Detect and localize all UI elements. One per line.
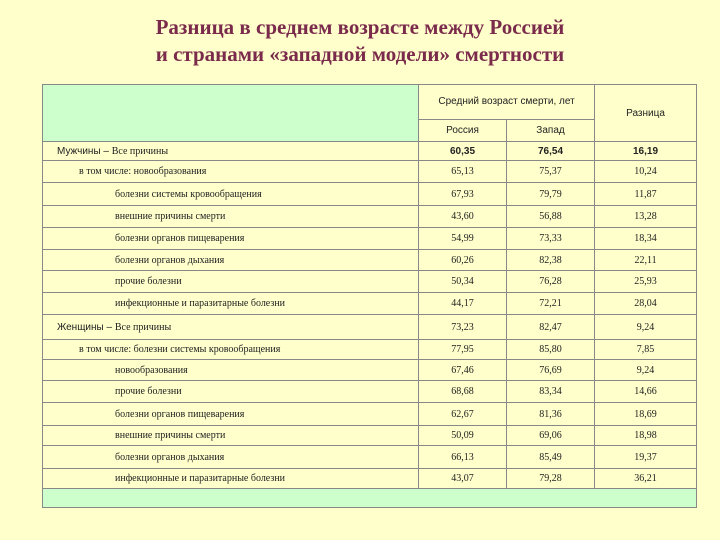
- table-row: [43, 339, 697, 359]
- title-line-2: и странами «западной модели» смертности: [155, 42, 565, 66]
- value-diff: 11,87: [595, 183, 697, 206]
- value-russia: 67,93: [419, 183, 507, 206]
- row-label-text: внешние причины смерти: [115, 430, 226, 442]
- row-label: [43, 403, 419, 426]
- footer-band-cell: [43, 489, 697, 508]
- row-label: [43, 271, 419, 293]
- value-russia: 43,07: [419, 468, 507, 488]
- value-west: 85,49: [507, 446, 595, 469]
- value-diff: 18,98: [595, 425, 697, 445]
- page-title: [0, 14, 720, 68]
- row-label-text: новообразования: [115, 364, 188, 376]
- row-label: [43, 205, 419, 228]
- row-label-text: в том числе: болезни системы кровообращения: [79, 344, 281, 356]
- table-footer-band: [43, 489, 697, 508]
- row-label-text: инфекционные и паразитарные болезни: [115, 298, 286, 310]
- table-row: [43, 468, 697, 488]
- table-body: [43, 85, 697, 508]
- value-russia: 77,95: [419, 339, 507, 359]
- row-label-text: прочие болезни: [115, 276, 182, 288]
- row-label: [43, 249, 419, 271]
- value-west: 76,28: [507, 271, 595, 293]
- header-row-1: [43, 85, 697, 120]
- row-label-text: инфекционные и паразитарные болезни: [115, 473, 286, 485]
- row-label: [43, 446, 419, 469]
- value-west: 73,33: [507, 228, 595, 250]
- table-row: [43, 183, 697, 206]
- value-west: 85,80: [507, 339, 595, 359]
- row-label-text: болезни системы кровообращения: [115, 188, 262, 200]
- row-label: [43, 360, 419, 380]
- value-diff: 13,28: [595, 205, 697, 228]
- header-difference: Разница: [595, 85, 697, 142]
- table-row: [43, 360, 697, 380]
- value-west: 75,37: [507, 160, 595, 183]
- header-west: Запад: [507, 119, 595, 142]
- row-label: [43, 228, 419, 250]
- value-russia: 73,23: [419, 315, 507, 340]
- value-russia: 50,34: [419, 271, 507, 293]
- value-russia: 50,09: [419, 425, 507, 445]
- row-label: [43, 142, 419, 160]
- row-label-text: в том числе: новообразования: [79, 166, 207, 178]
- row-group-prefix: Женщины –: [57, 321, 115, 333]
- row-label-text: болезни органов пищеварения: [115, 408, 245, 420]
- value-west: 79,28: [507, 468, 595, 488]
- header-avg-age: Средний возраст смерти, лет: [419, 85, 595, 120]
- value-west: 81,36: [507, 403, 595, 426]
- value-west: 82,47: [507, 315, 595, 340]
- table-row: [43, 205, 697, 228]
- value-diff: 14,66: [595, 380, 697, 403]
- row-label-text: прочие болезни: [115, 386, 182, 398]
- row-label-text: Все причины: [111, 145, 169, 157]
- row-label: [43, 425, 419, 445]
- row-label-text: болезни органов пищеварения: [115, 233, 245, 245]
- value-west: 79,79: [507, 183, 595, 206]
- value-russia: 43,60: [419, 205, 507, 228]
- table-row: [43, 446, 697, 469]
- value-diff: 9,24: [595, 360, 697, 380]
- value-west: 76,54: [507, 142, 595, 160]
- header-blank-cell: [43, 85, 419, 142]
- value-diff: 9,24: [595, 315, 697, 340]
- row-label-text: Все причины: [114, 321, 172, 333]
- value-west: 69,06: [507, 425, 595, 445]
- table-row: [43, 315, 697, 340]
- table-row: [43, 160, 697, 183]
- value-west: 56,88: [507, 205, 595, 228]
- table-row: [43, 228, 697, 250]
- row-group-prefix: Мужчины –: [57, 145, 112, 157]
- value-russia: 66,13: [419, 446, 507, 469]
- table-row: [43, 142, 697, 160]
- row-label-text: болезни органов дыхания: [115, 451, 225, 463]
- value-diff: 10,24: [595, 160, 697, 183]
- row-label: [43, 468, 419, 488]
- table-row: [43, 271, 697, 293]
- value-diff: 7,85: [595, 339, 697, 359]
- row-label: [43, 160, 419, 183]
- row-label: [43, 339, 419, 359]
- header-russia: Россия: [419, 119, 507, 142]
- table-row: [43, 380, 697, 403]
- row-label-text: внешние причины смерти: [115, 211, 226, 223]
- value-diff: 22,11: [595, 249, 697, 271]
- value-west: 83,34: [507, 380, 595, 403]
- value-west: 72,21: [507, 292, 595, 315]
- value-russia: 65,13: [419, 160, 507, 183]
- value-russia: 67,46: [419, 360, 507, 380]
- value-russia: 62,67: [419, 403, 507, 426]
- value-russia: 60,26: [419, 249, 507, 271]
- row-label: [43, 380, 419, 403]
- value-diff: 18,34: [595, 228, 697, 250]
- row-label-text: болезни органов дыхания: [115, 254, 225, 266]
- value-diff: 36,21: [595, 468, 697, 488]
- value-west: 76,69: [507, 360, 595, 380]
- table-row: [43, 403, 697, 426]
- value-west: 82,38: [507, 249, 595, 271]
- value-diff: 16,19: [595, 142, 697, 160]
- title-line-1: Разница в среднем возрасте между Россией: [155, 15, 565, 39]
- value-russia: 60,35: [419, 142, 507, 160]
- value-diff: 19,37: [595, 446, 697, 469]
- table-row: [43, 249, 697, 271]
- row-label: [43, 292, 419, 315]
- value-diff: 25,93: [595, 271, 697, 293]
- value-russia: 44,17: [419, 292, 507, 315]
- row-label: [43, 183, 419, 206]
- value-russia: 68,68: [419, 380, 507, 403]
- row-label: [43, 315, 419, 340]
- value-diff: 18,69: [595, 403, 697, 426]
- table-row: [43, 292, 697, 315]
- mortality-table: [42, 84, 697, 508]
- value-diff: 28,04: [595, 292, 697, 315]
- value-russia: 54,99: [419, 228, 507, 250]
- table-row: [43, 425, 697, 445]
